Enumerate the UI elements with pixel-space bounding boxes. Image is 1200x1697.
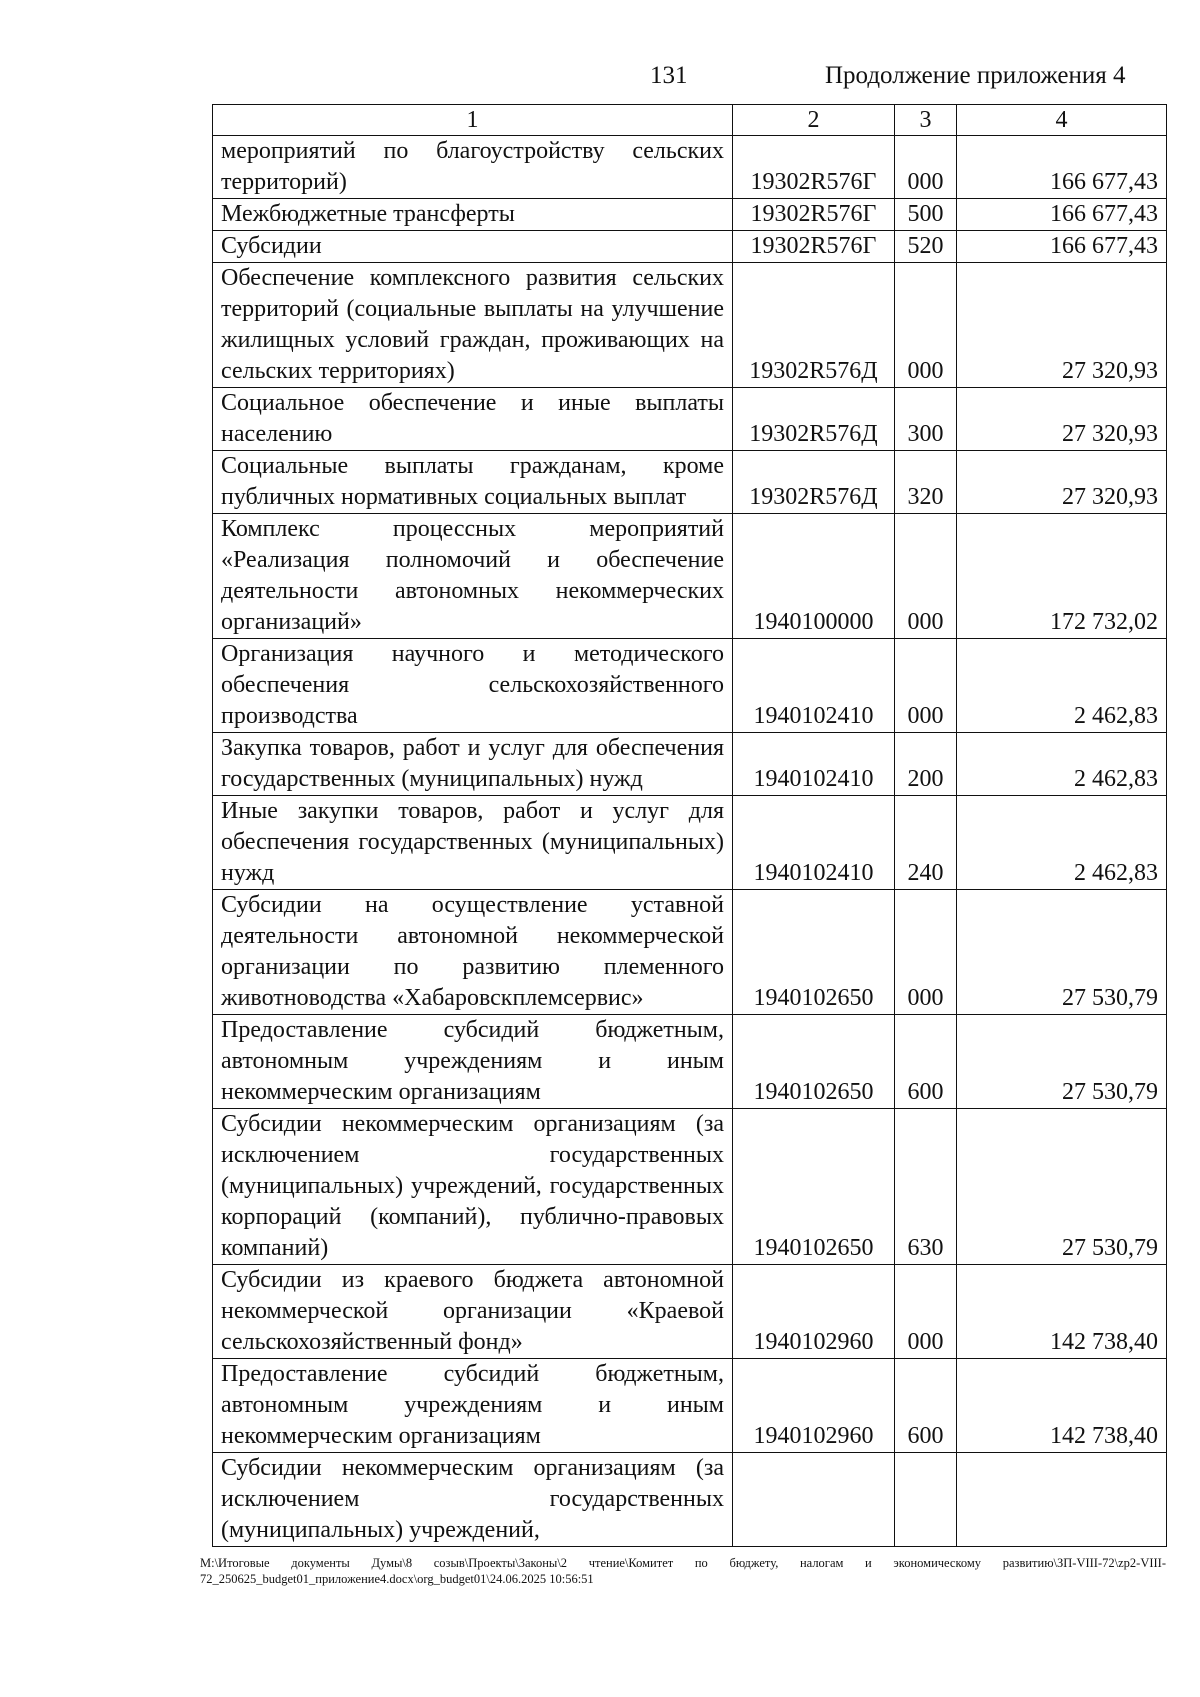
row-kind-cell: 500	[895, 199, 957, 231]
row-name-cell: Предоставление субсидий бюджетным, автономным учреждениям и иным некоммерческим организациям	[213, 1015, 733, 1109]
row-kind-cell: 320	[895, 451, 957, 514]
row-kind-cell: 000	[895, 890, 957, 1015]
row-sum-cell: 166 677,43	[957, 199, 1167, 231]
row-code-cell: 1940102410	[733, 733, 895, 796]
row-code-cell: 1940102650	[733, 1015, 895, 1109]
table-row	[213, 1453, 1167, 1547]
table-row	[213, 1265, 1167, 1359]
footer-file-path: M:\Итоговые документы Думы\8 созыв\Проекты\Законы\2 чтение\Комитет по бюджету, налогам и экономическому развитию\ЗП-VIII-72\zp2-VIII-72_250625_budget01_приложение4.docx\org_budget01\24.06.2025 10:56:51	[200, 1556, 1166, 1586]
row-name-cell: Межбюджетные трансферты	[213, 199, 733, 231]
row-sum-cell: 27 320,93	[957, 263, 1167, 388]
row-kind-cell: 000	[895, 1265, 957, 1359]
row-code-cell: 19302R576Д	[733, 388, 895, 451]
row-name-cell: Организация научного и методического обеспечения сельскохозяйственного производства	[213, 639, 733, 733]
row-kind-cell: 000	[895, 263, 957, 388]
table-row	[213, 1359, 1167, 1453]
row-code-cell: 1940102410	[733, 639, 895, 733]
row-name-cell: Субсидии некоммерческим организациям (за исключением государственных (муниципальных) учреждений, государственных корпораций (компаний), публично-правовых компаний)	[213, 1109, 733, 1265]
row-name-cell: Субсидии из краевого бюджета автономной некоммерческой организации «Краевой сельскохозяйственный фонд»	[213, 1265, 733, 1359]
table-row	[213, 199, 1167, 231]
row-sum-cell: 27 530,79	[957, 890, 1167, 1015]
row-sum-cell: 2 462,83	[957, 796, 1167, 890]
budget-table	[212, 104, 1167, 1547]
row-name-cell: Иные закупки товаров, работ и услуг для обеспечения государственных (муниципальных) нужд	[213, 796, 733, 890]
row-sum-cell: 142 738,40	[957, 1359, 1167, 1453]
table-row	[213, 514, 1167, 639]
row-kind-cell: 240	[895, 796, 957, 890]
row-code-cell: 1940102650	[733, 1109, 895, 1265]
row-kind-cell: 520	[895, 231, 957, 263]
appendix-continuation-label: Продолжение приложения 4	[825, 62, 1126, 89]
row-sum-cell: 2 462,83	[957, 639, 1167, 733]
table-row	[213, 388, 1167, 451]
row-kind-cell	[895, 1453, 957, 1547]
row-code-cell: 1940102410	[733, 796, 895, 890]
row-sum-cell: 166 677,43	[957, 231, 1167, 263]
table-row	[213, 1109, 1167, 1265]
table-row	[213, 263, 1167, 388]
row-name-cell: Субсидии некоммерческим организациям (за исключением государственных (муниципальных) учреждений,	[213, 1453, 733, 1547]
row-kind-cell: 600	[895, 1359, 957, 1453]
column-header: 2	[733, 105, 895, 136]
table-row	[213, 733, 1167, 796]
row-code-cell: 19302R576Г	[733, 136, 895, 199]
table-row	[213, 451, 1167, 514]
row-sum-cell: 27 320,93	[957, 388, 1167, 451]
row-code-cell: 1940102650	[733, 890, 895, 1015]
row-name-cell: Обеспечение комплексного развития сельских территорий (социальные выплаты на улучшение жилищных условий граждан, проживающих на сельских территориях)	[213, 263, 733, 388]
row-kind-cell: 200	[895, 733, 957, 796]
table-row	[213, 1015, 1167, 1109]
row-code-cell: 1940102960	[733, 1265, 895, 1359]
row-name-cell: мероприятий по благоустройству сельских территорий)	[213, 136, 733, 199]
row-sum-cell: 2 462,83	[957, 733, 1167, 796]
row-sum-cell: 142 738,40	[957, 1265, 1167, 1359]
row-name-cell: Комплекс процессных мероприятий «Реализация полномочий и обеспечение деятельности автономных некоммерческих организаций»	[213, 514, 733, 639]
row-sum-cell: 166 677,43	[957, 136, 1167, 199]
row-name-cell: Предоставление субсидий бюджетным, автономным учреждениям и иным некоммерческим организациям	[213, 1359, 733, 1453]
row-name-cell: Социальное обеспечение и иные выплаты населению	[213, 388, 733, 451]
column-header: 3	[895, 105, 957, 136]
row-sum-cell: 27 530,79	[957, 1109, 1167, 1265]
row-kind-cell: 600	[895, 1015, 957, 1109]
row-code-cell: 19302R576Д	[733, 451, 895, 514]
row-kind-cell: 300	[895, 388, 957, 451]
row-code-cell: 19302R576Д	[733, 263, 895, 388]
row-sum-cell	[957, 1453, 1167, 1547]
row-kind-cell: 000	[895, 639, 957, 733]
table-header-row	[213, 105, 1167, 136]
row-name-cell: Субсидии на осуществление уставной деятельности автономной некоммерческой организации по развитию племенного животноводства «Хабаровскплемсервис»	[213, 890, 733, 1015]
row-name-cell: Социальные выплаты гражданам, кроме публичных нормативных социальных выплат	[213, 451, 733, 514]
row-kind-cell: 000	[895, 136, 957, 199]
row-sum-cell: 27 530,79	[957, 1015, 1167, 1109]
table-row	[213, 890, 1167, 1015]
row-name-cell: Закупка товаров, работ и услуг для обеспечения государственных (муниципальных) нужд	[213, 733, 733, 796]
row-name-cell: Субсидии	[213, 231, 733, 263]
row-kind-cell: 630	[895, 1109, 957, 1265]
row-code-cell	[733, 1453, 895, 1547]
table-row	[213, 796, 1167, 890]
column-header: 1	[213, 105, 733, 136]
table-row	[213, 136, 1167, 199]
row-code-cell: 1940100000	[733, 514, 895, 639]
row-code-cell: 19302R576Г	[733, 199, 895, 231]
table-row	[213, 231, 1167, 263]
row-code-cell: 1940102960	[733, 1359, 895, 1453]
row-code-cell: 19302R576Г	[733, 231, 895, 263]
row-sum-cell: 27 320,93	[957, 451, 1167, 514]
table-row	[213, 639, 1167, 733]
row-kind-cell: 000	[895, 514, 957, 639]
row-sum-cell: 172 732,02	[957, 514, 1167, 639]
page-number: 131	[650, 62, 688, 89]
column-header: 4	[957, 105, 1167, 136]
